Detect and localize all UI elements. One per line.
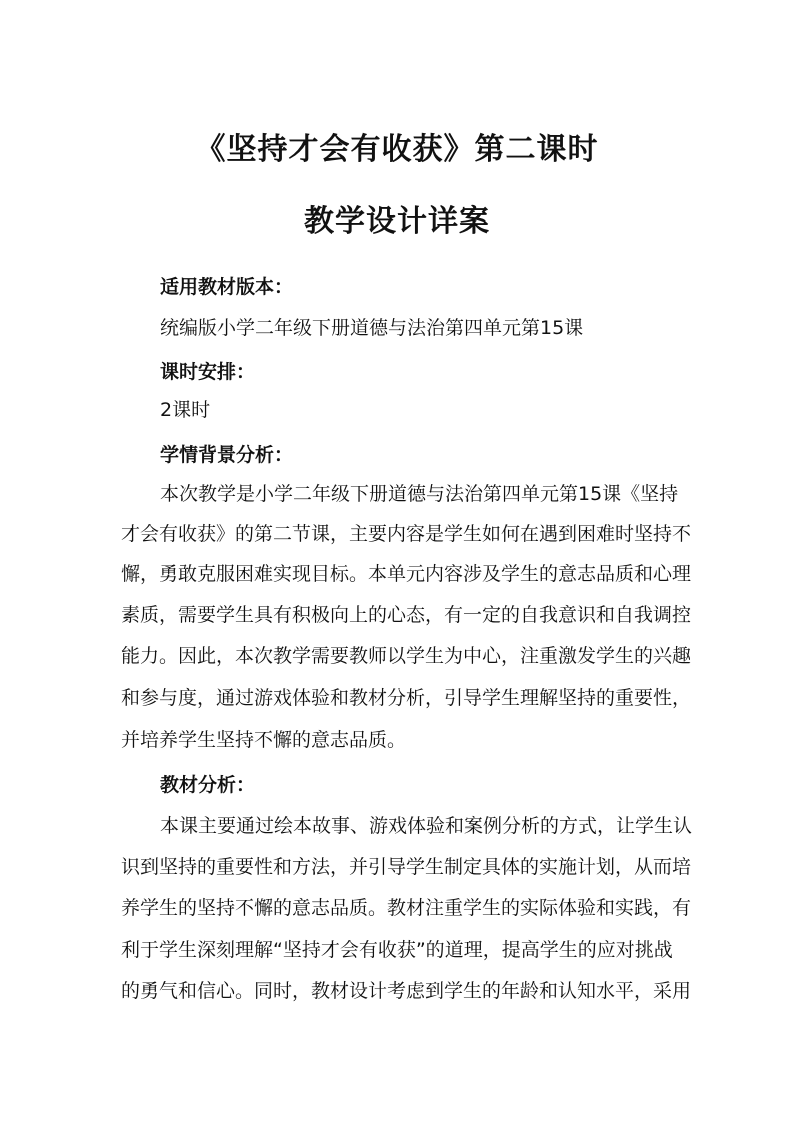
document-subtitle: 教学设计详案 bbox=[304, 204, 490, 239]
edition-content: 统编版小学二年级下册道德与法治第四单元第15课 bbox=[160, 317, 584, 339]
background-line: 才会有收获》的第二节课，主要内容是学生如何在遇到困难时坚持不 bbox=[121, 523, 692, 545]
background-line: 能力。因此，本次教学需要教师以学生为中心，注重激发学生的兴趣 bbox=[121, 645, 692, 667]
textbook-heading: 教材分析： bbox=[160, 774, 256, 796]
textbook-line: 利于学生深刻理解“坚持才会有收获”的道理，提高学生的应对挑战 bbox=[121, 939, 673, 961]
document-title: 《坚持才会有收获》第二课时 bbox=[195, 132, 599, 167]
background-line: 并培养学生坚持不懈的意志品质。 bbox=[121, 729, 407, 751]
textbook-line: 本课主要通过绘本故事、游戏体验和案例分析的方式，让学生认 bbox=[160, 815, 693, 837]
background-line: 懈，勇敢克服困难实现目标。本单元内容涉及学生的意志品质和心理 bbox=[121, 563, 692, 585]
edition-heading: 适用教材版本： bbox=[160, 276, 294, 298]
schedule-content: 2课时 bbox=[160, 399, 211, 421]
background-line: 素质，需要学生具有积极向上的心态，有一定的自我意识和自我调控 bbox=[121, 604, 692, 626]
background-heading: 学情背景分析： bbox=[160, 444, 294, 466]
textbook-line: 识到坚持的重要性和方法，并引导学生制定具体的实施计划，从而培 bbox=[121, 856, 692, 878]
background-line: 和参与度，通过游戏体验和教材分析，引导学生理解坚持的重要性， bbox=[121, 687, 692, 709]
schedule-heading: 课时安排： bbox=[160, 361, 256, 383]
background-line: 本次教学是小学二年级下册道德与法治第四单元第15课《坚持 bbox=[160, 483, 679, 505]
textbook-line: 的勇气和信心。同时，教材设计考虑到学生的年龄和认知水平，采用 bbox=[121, 980, 692, 1002]
textbook-line: 养学生的坚持不懈的意志品质。教材注重学生的实际体验和实践，有 bbox=[121, 897, 692, 919]
